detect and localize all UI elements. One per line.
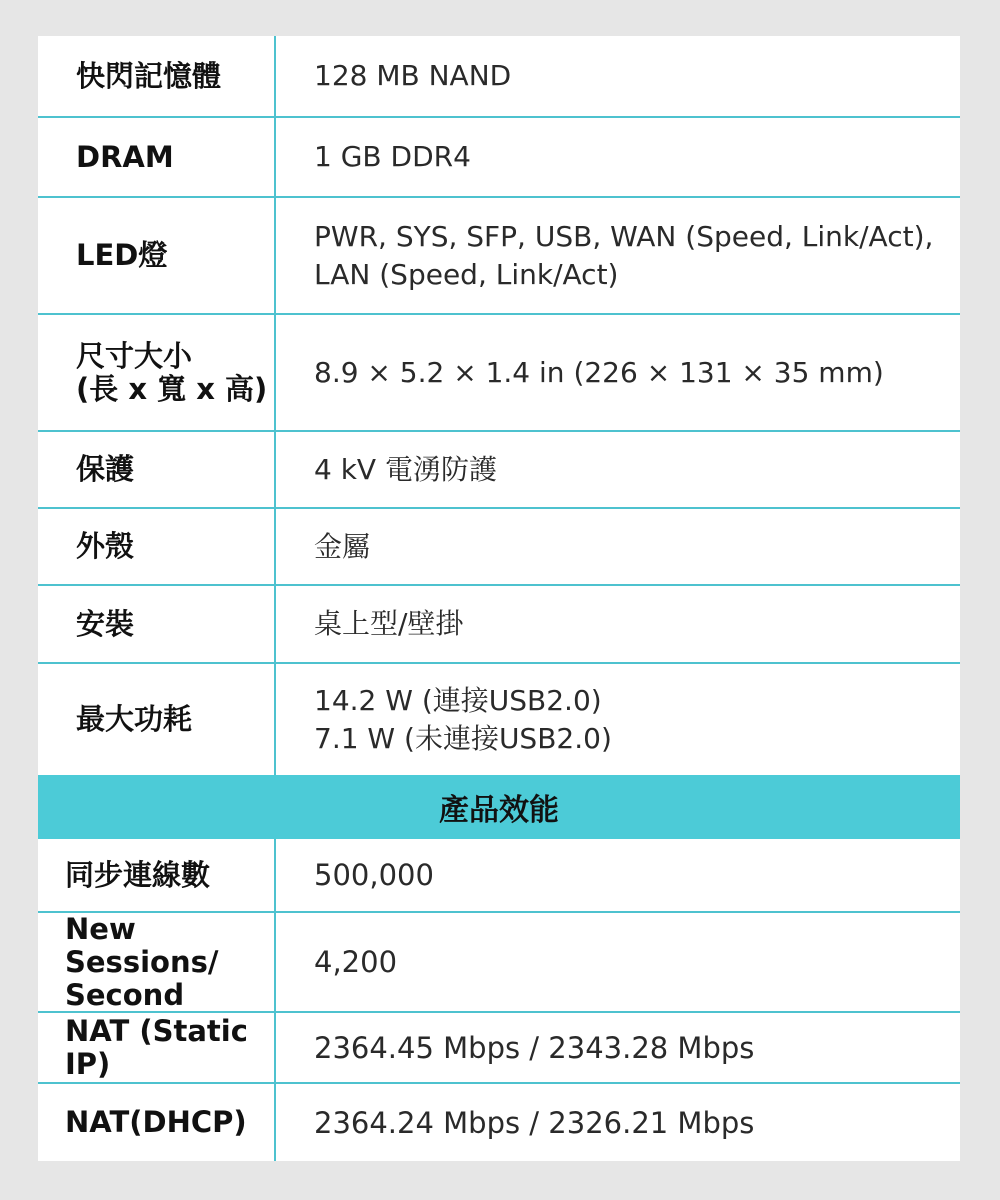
spec-value-line: 桌上型/壁掛 xyxy=(314,607,464,640)
perf-value xyxy=(276,1084,960,1161)
spec-value-line: PWR, SYS, SFP, USB, WAN (Speed, Link/Act), xyxy=(314,219,934,253)
spec-row-protection xyxy=(38,432,960,509)
section-title: 產品效能 xyxy=(439,793,559,828)
spec-value xyxy=(276,509,960,584)
spec-value xyxy=(276,315,960,430)
spec-label xyxy=(38,664,276,775)
spec-value-line: 7.1 W (未連接USB2.0) xyxy=(314,721,612,755)
perf-label xyxy=(38,913,276,1011)
perf-value-line: 500,000 xyxy=(314,858,434,892)
spec-label-line: 安裝 xyxy=(76,606,135,641)
perf-label-line: New Sessions/ xyxy=(65,911,219,979)
spec-row-flash xyxy=(38,36,960,118)
perf-label xyxy=(38,1013,276,1082)
perf-label-line: NAT (Static IP) xyxy=(65,1013,248,1081)
spec-value xyxy=(276,586,960,662)
perf-label-line: 同步連線數 xyxy=(65,857,211,892)
spec-value xyxy=(276,664,960,775)
spec-row-casing xyxy=(38,509,960,586)
spec-label-line: 外殼 xyxy=(76,529,135,563)
spec-row-dimensions xyxy=(38,315,960,432)
spec-label-line: 保護 xyxy=(76,452,135,486)
spec-value-line: 8.9 × 5.2 × 1.4 in (226 × 131 × 35 mm) xyxy=(314,355,884,389)
spec-label-line: 快閃記憶體 xyxy=(76,58,222,93)
perf-row-nat-dhcp xyxy=(38,1084,960,1161)
spec-row-led xyxy=(38,198,960,315)
spec-value xyxy=(276,36,960,116)
spec-value-line: 14.2 W (連接USB2.0) xyxy=(314,683,602,717)
spec-value-line: 4 kV 電湧防護 xyxy=(314,452,497,486)
spec-value-line: 金屬 xyxy=(314,529,371,563)
perf-value xyxy=(276,839,960,911)
spec-value-line: 128 MB NAND xyxy=(314,59,512,92)
perf-value xyxy=(276,913,960,1011)
spec-label xyxy=(38,118,276,196)
spec-label-line: DRAM xyxy=(76,139,174,174)
perf-label xyxy=(38,1084,276,1161)
perf-label-line: Second xyxy=(65,977,185,1012)
spec-row-power xyxy=(38,664,960,775)
spec-value xyxy=(276,198,960,313)
spec-label xyxy=(38,198,276,313)
perf-value-line: 4,200 xyxy=(314,945,398,979)
spec-label-line: LED燈 xyxy=(76,238,168,272)
spec-label xyxy=(38,315,276,430)
spec-value-line: LAN (Speed, Link/Act) xyxy=(314,257,619,291)
section-header-performance xyxy=(38,775,960,839)
spec-row-mounting xyxy=(38,586,960,664)
spec-label xyxy=(38,586,276,662)
perf-label xyxy=(38,839,276,911)
spec-row-dram xyxy=(38,118,960,198)
perf-value xyxy=(276,1013,960,1082)
perf-row-nat-static xyxy=(38,1013,960,1084)
perf-row-new-sessions xyxy=(38,913,960,1013)
perf-value-line: 2364.24 Mbps / 2326.21 Mbps xyxy=(314,1105,755,1140)
spec-value xyxy=(276,118,960,196)
perf-label-line: NAT(DHCP) xyxy=(65,1105,247,1139)
spec-value-line: 1 GB DDR4 xyxy=(314,140,471,173)
spec-value xyxy=(276,432,960,507)
spec-label xyxy=(38,36,276,116)
perf-row-concurrent-sessions xyxy=(38,839,960,913)
spec-label xyxy=(38,432,276,507)
spec-label xyxy=(38,509,276,584)
spec-label-line: (長 x 寬 x 高) xyxy=(76,371,268,406)
perf-value-line: 2364.45 Mbps / 2343.28 Mbps xyxy=(314,1030,755,1065)
spec-label-line: 最大功耗 xyxy=(76,702,193,736)
spec-table xyxy=(38,36,960,1161)
spec-label-line: 尺寸大小 xyxy=(76,338,193,373)
